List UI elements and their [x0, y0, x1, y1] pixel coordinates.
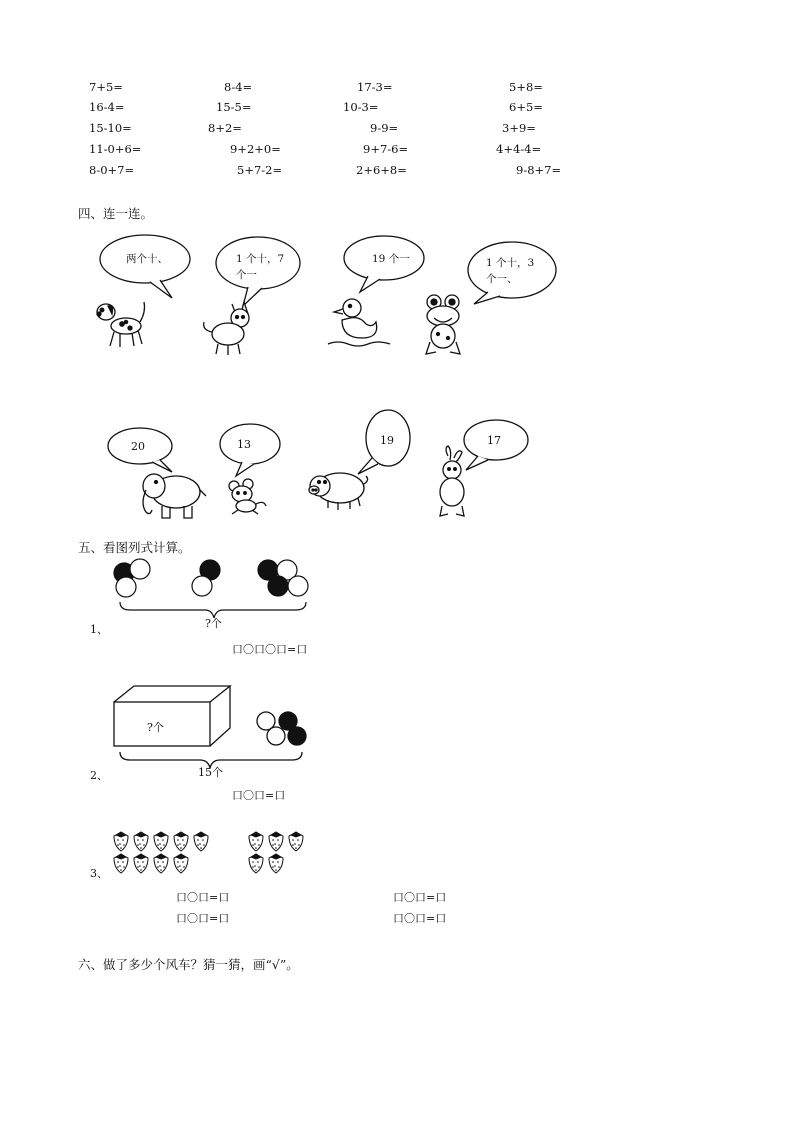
equation: 5+7-2=: [237, 163, 283, 177]
equation: 15-5=: [216, 100, 252, 114]
strawberry-icon: [154, 832, 168, 851]
strawberry-icon: [114, 854, 128, 873]
bubble-text: 1 个十，3: [486, 257, 535, 269]
bubble-text: 19 个一: [372, 253, 410, 265]
box-label: ?个: [147, 721, 164, 734]
problem-number: 3、: [90, 867, 108, 880]
strawberry-icon: [269, 854, 283, 873]
bubble-text: 20: [131, 440, 145, 453]
equation: 6+5=: [509, 100, 543, 114]
bubble-text: 个一: [236, 269, 257, 281]
strawberry-icon: [134, 854, 148, 873]
equation: 17-3=: [357, 80, 393, 94]
pig-icon: [309, 473, 368, 510]
formula-blank[interactable]: 口〇口=口: [232, 789, 286, 802]
equation: 9+7-6=: [363, 142, 409, 156]
equation: 16-4=: [89, 100, 125, 114]
empty-circle: [192, 576, 212, 596]
problem-3-figure: [0, 828, 793, 878]
bubble-text: 两个十、: [126, 253, 168, 265]
cat-icon: [204, 302, 249, 355]
bubble-text: 1 个十，7: [236, 253, 285, 265]
equation: 2+6+8=: [356, 163, 407, 177]
speech-bubble: [100, 235, 190, 298]
equation: 9+2+0=: [230, 142, 281, 156]
duck-icon: [328, 299, 390, 346]
section-6-title: 六、做了多少个风车？猜一猜，画“√”。: [78, 957, 299, 972]
total-label: 15个: [198, 766, 223, 779]
filled-circle: [288, 727, 306, 745]
section-4-title: 四、连一连。: [78, 206, 154, 221]
equation: 10-3=: [343, 100, 379, 114]
speech-bubble: [216, 237, 300, 306]
bubble-text: 19: [380, 434, 394, 447]
equation: 7+5=: [89, 80, 123, 94]
mouse-icon: [229, 479, 266, 514]
equation: 5+8=: [509, 80, 543, 94]
matching-figure: [0, 222, 793, 532]
formula-blank[interactable]: 口〇口〇口=口: [232, 643, 308, 656]
equation: 8-4=: [224, 80, 253, 94]
problem-number: 2、: [90, 769, 108, 782]
strawberry-icon: [289, 832, 303, 851]
strawberry-icon: [174, 854, 188, 873]
strawberry-icon: [269, 832, 283, 851]
equation: 9-9=: [370, 121, 399, 135]
formula-blank[interactable]: 口〇口=口: [176, 891, 230, 904]
empty-circle: [130, 559, 150, 579]
problem-number: 1、: [90, 623, 108, 636]
formula-blank[interactable]: 口〇口=口: [393, 891, 447, 904]
total-label: ?个: [205, 617, 222, 630]
section-5-title: 五、看图列式计算。: [78, 540, 191, 555]
problem-1-figure: [0, 556, 793, 636]
frog-icon: [426, 295, 460, 354]
bubble-text: 个一、: [486, 273, 518, 285]
strawberry-icon: [249, 854, 263, 873]
formula-blank[interactable]: 口〇口=口: [393, 912, 447, 925]
equation: 8-0+7=: [89, 163, 135, 177]
strawberry-icon: [134, 832, 148, 851]
rabbit-icon: [440, 446, 464, 516]
equation: 9-8+7=: [516, 163, 562, 177]
elephant-icon: [143, 474, 206, 518]
equation: 3+9=: [502, 121, 536, 135]
equation: 11-0+6=: [89, 142, 142, 156]
equation: 8+2=: [208, 121, 242, 135]
equation: 15-10=: [89, 121, 132, 135]
formula-blank[interactable]: 口〇口=口: [176, 912, 230, 925]
empty-circle: [288, 576, 308, 596]
strawberry-icon: [114, 832, 128, 851]
strawberry-icon: [194, 832, 208, 851]
bubble-text: 17: [487, 434, 501, 447]
strawberry-icon: [154, 854, 168, 873]
filled-circle: [268, 576, 288, 596]
empty-circle: [267, 727, 285, 745]
empty-circle: [116, 577, 136, 597]
box-shape: [114, 686, 230, 746]
dog-icon: [97, 302, 145, 347]
problem-2-figure: [0, 682, 793, 782]
strawberry-icon: [174, 832, 188, 851]
equation: 4+4-4=: [496, 142, 542, 156]
strawberry-icon: [249, 832, 263, 851]
bubble-text: 13: [237, 438, 251, 451]
